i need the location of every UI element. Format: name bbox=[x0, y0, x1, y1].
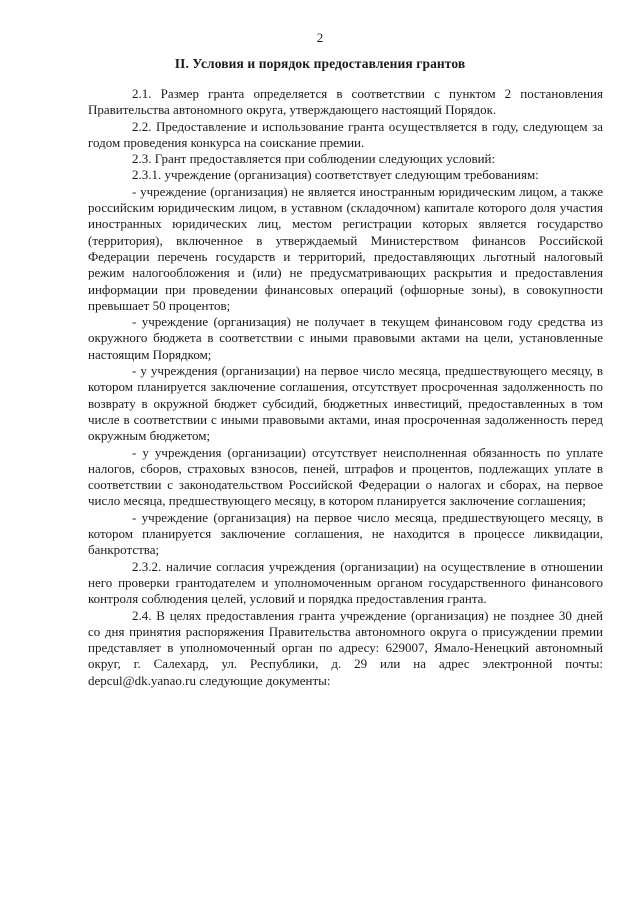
paragraph-2-3-2: 2.3.2. наличие согласия учреждения (организации) на осуществление в отношении него проверки грантодателем и уполномоченным органом государственного финансового контроля соблюдения целей, условий и порядка предоставления гранта. bbox=[88, 558, 603, 607]
paragraph-2-3-1: 2.3.1. учреждение (организация) соответствует следующим требованиям: bbox=[132, 167, 539, 183]
section-heading: II. Условия и порядок предоставления грантов bbox=[174, 56, 466, 71]
list-item-not-liquidated: - учреждение (организация) на первое число месяца, предшествующего месяцу, в котором планируется заключение соглашения, не находится в процессе ликвидации, банкротства; bbox=[88, 509, 603, 558]
list-item-no-other-funds: - учреждение (организация) не получает в текущем финансовом году средства из окружного бюджета в соответствии с иными правовыми актами на цели, установленные настоящим Порядком; bbox=[88, 314, 603, 362]
page-number: 2 bbox=[316, 30, 324, 45]
list-item-no-overdue-debt: - у учреждения (организации) на первое число месяца, предшествующего месяцу, в котором планируется заключение соглашения, отсутствует просроченная задолженность по возврату в окружной бюджет субсидий, бюджетных инвестиций, предоставленных в том числе в соответствии с иными правовыми актами, иная просроченная задолженность перед окружным бюджетом; bbox=[88, 363, 603, 444]
document-body bbox=[88, 86, 603, 689]
list-item-no-tax-debt: - у учреждения (организации) отсутствует неисполненная обязанность по уплате налогов, сборов, страховых взносов, пеней, штрафов и процентов, подлежащих уплате в соответствии с законодательством Российской Федерации о налогах и сборах, на первое число месяца, предшествующего месяцу, в котором планируется заключение соглашения; bbox=[88, 444, 603, 509]
paragraph-2-4: 2.4. В целях предоставления гранта учреждение (организация) не позднее 30 дней со дня принятия распоряжения Правительства автономного округа о присуждении премии представляет в уполномоченный орган по адресу: 629007, Ямало-Ненецкий автономный округ, г. Салехард, ул. Республики, д. 29 или на адрес электронной почты: depcul@dk.yanao.ru следующие документы: bbox=[88, 607, 603, 688]
paragraph-2-1: 2.1. Размер гранта определяется в соответствии с пунктом 2 постановления Правительства автономного округа, утверждающего настоящий Порядок. bbox=[88, 86, 603, 118]
paragraph-2-2: 2.2. Предоставление и использование гранта осуществляется в году, следующем за годом проведения конкурса на соискание премии. bbox=[88, 118, 603, 150]
paragraph-2-3: 2.3. Грант предоставляется при соблюдении следующих условий: bbox=[132, 151, 496, 167]
list-item-foreign-entity: - учреждение (организация) не является иностранным юридическим лицом, а также российским юридическим лицом, в уставном (складочном) капитале которого доля участия иностранных юридических лиц, местом регистрации которых является государство (территория), включенное в утверждаемый Министерством финансов Российской Федерации перечень государств и территорий, предоставляющих льготный налоговый режим налогообложения и (или) не предусматривающих раскрытия и предоставления информации при проведении финансовых операций (офшорные зоны), в совокупности превышает 50 процентов; bbox=[88, 183, 603, 313]
